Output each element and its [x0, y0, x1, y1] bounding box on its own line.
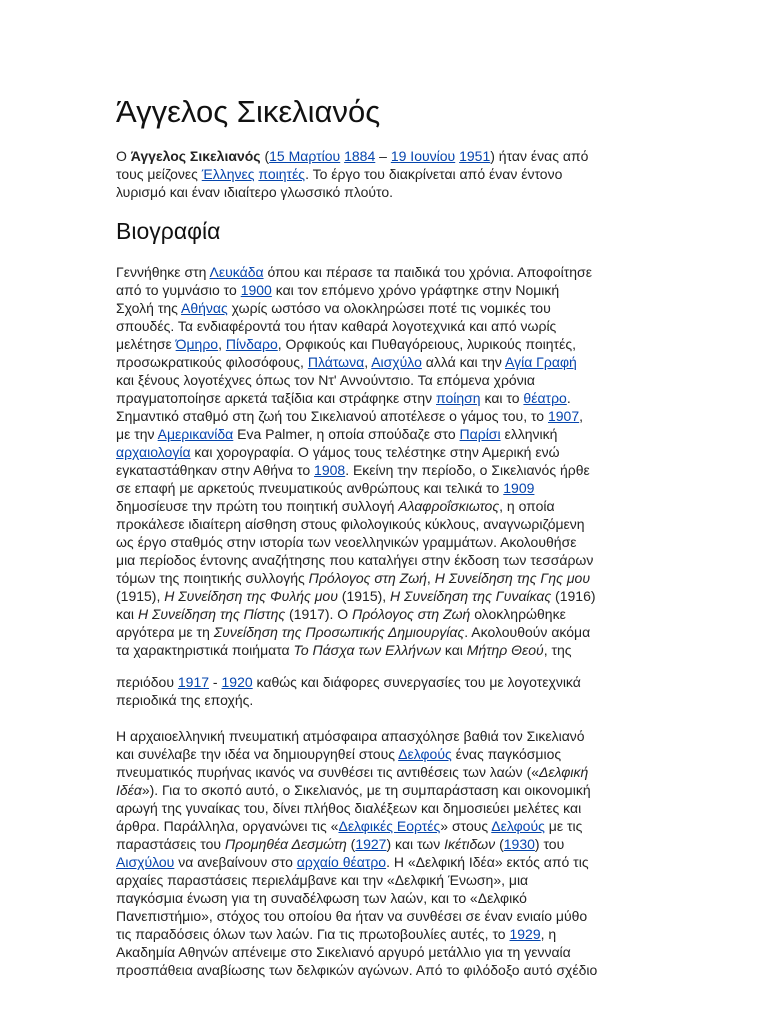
italic-text: Συνείδηση της Προσωπικής Δημιουργίας [213, 624, 465, 640]
text-run: » στους [440, 818, 492, 834]
wiki-link[interactable]: 1929 [509, 926, 541, 942]
text-line [116, 299, 656, 317]
text-run: προκάλεσε ιδιαίτερη αίσθηση στους φιλολογικούς κύκλους, αναγνωριζόμενη [116, 516, 585, 532]
wiki-link[interactable]: Αισχύλου [116, 854, 175, 870]
text-run: ως έργο σταθμός στην ιστορία των νεοελληνικών γραμμάτων. Ακολουθήσε [116, 534, 577, 550]
wiki-link[interactable]: 1884 [344, 148, 376, 164]
italic-text: Η Συνείδηση της Γης μου [434, 570, 591, 586]
italic-text: Η Συνείδηση της Πίστης [137, 606, 286, 622]
text-line [116, 497, 656, 515]
wiki-link[interactable]: ποιητές [258, 166, 306, 182]
text-run: μελέτησε [116, 336, 176, 352]
text-run: , [426, 570, 435, 586]
text-run: ) του [534, 836, 565, 852]
text-line [116, 781, 656, 799]
text-run: - [209, 674, 222, 690]
text-run: χωρίς ωστόσο να ολοκληρώσει ποτέ τις νομικές του [227, 300, 551, 316]
text-run: ) ήταν ένας από [490, 148, 589, 164]
text-run: (1916) [551, 588, 596, 604]
wiki-link[interactable]: αρχαιολογία [116, 444, 191, 460]
text-run: – [375, 148, 391, 164]
text-run: Η αρχαιοελληνική πνευματική ατμόσφαιρα απασχόλησε βαθιά τον Σικελιανό [116, 728, 585, 744]
text-run: , η οποία [499, 498, 555, 514]
wiki-link[interactable]: Δελφικές Εορτές [338, 818, 441, 834]
wiki-link[interactable]: 1951 [459, 148, 491, 164]
wiki-link[interactable]: Πίνδαρο [225, 336, 278, 352]
text-line [116, 479, 656, 497]
text-run: , της [543, 642, 572, 658]
text-line [116, 961, 656, 979]
text-run: ) και των [386, 836, 445, 852]
text-run: , Ορφικούς και Πυθαγόρειους, λυρικούς ποιητές, [277, 336, 576, 352]
section-heading: Βιογραφία [116, 218, 221, 244]
text-run: και χορογραφία. Ο γάμος τους τελέστηκε στην Αμερική ενώ [190, 444, 560, 460]
wiki-link[interactable]: 1927 [355, 836, 387, 852]
text-run: περιόδου [116, 674, 178, 690]
text-line [116, 281, 656, 299]
text-run: Σχολή της [116, 300, 182, 316]
text-run: και τον επόμενο χρόνο γράφτηκε στην Νομική [271, 282, 560, 298]
text-line [116, 943, 656, 961]
biography-paragraph-1 [116, 263, 656, 659]
text-run: , η [540, 926, 557, 942]
wiki-link[interactable]: θέατρο [523, 390, 567, 406]
wiki-link[interactable]: 1920 [221, 674, 253, 690]
text-run: να ανεβαίνουν στο [174, 854, 297, 870]
text-run: πνευματικός πυρήνας ικανός να συνθέσει τις αντιθέσεις των λαών (« [116, 764, 540, 780]
text-run: προσωκρατικούς φιλοσόφους, [116, 354, 308, 370]
text-line [116, 727, 656, 745]
text-line [116, 353, 656, 371]
text-run: και συνέλαβε την ιδέα να δημιουργηθεί στους [116, 746, 399, 762]
text-line [116, 835, 656, 853]
intro-paragraph [116, 147, 656, 201]
text-run: Ο [116, 148, 131, 164]
bold-text: Άγγελος Σικελιανός [130, 148, 261, 164]
text-run: καθώς και διάφορες συνεργασίες του με λογοτεχνικά [252, 674, 581, 690]
text-run: τις παραδόσεις όλων των λαών. Για τις πρωτοβουλίες αυτές, το [116, 926, 510, 942]
text-run: και [440, 642, 467, 658]
italic-text: Ιδέα [116, 782, 142, 798]
text-line [116, 641, 656, 659]
italic-text: Αλαφροΐσκιωτος [398, 498, 500, 514]
text-run: τα χαρακτηριστικά ποιήματα [116, 642, 294, 658]
text-line [116, 745, 656, 763]
italic-text: Η Συνείδηση της Φυλής μου [164, 588, 338, 604]
text-run: όπου και πέρασε τα παιδικά του χρόνια. Αποφοίτησε [263, 264, 592, 280]
wiki-link[interactable]: Αισχύλο [371, 354, 422, 370]
text-line [116, 925, 656, 943]
text-line [116, 587, 656, 605]
text-run: τους μείζονες [116, 166, 202, 182]
text-run: Ακαδημία Αθηνών απένειμε στο Σικελιανό αργυρό μετάλλιο για τη γενναία [116, 944, 571, 960]
text-run: ολοκληρώθηκε [470, 606, 566, 622]
wiki-link[interactable]: αρχαίο θέατρο [296, 854, 387, 870]
text-line [116, 317, 656, 335]
text-run: Eva Palmer, η οποία σπούδαζε στο [233, 426, 460, 442]
text-run: εγκαταστάθηκαν στην Αθήνα το [116, 462, 315, 478]
wiki-link[interactable]: Δελφούς [491, 818, 545, 834]
wiki-link[interactable]: 19 Ιουνίου [390, 148, 456, 164]
italic-text: Πρόλογος στη Ζωή [352, 606, 471, 622]
wiki-link[interactable]: 15 Μαρτίου [269, 148, 341, 164]
wiki-link[interactable]: ποίηση [436, 390, 481, 406]
wiki-link[interactable]: Αθήνας [181, 300, 228, 316]
text-line [116, 515, 656, 533]
text-run: λυρισμό και έναν ιδιαίτερο γλωσσικό πλούτο. [116, 184, 394, 200]
text-run: σε επαφή με αρκετούς πνευματικούς ανθρώπους και τελικά το [116, 480, 504, 496]
text-run: (1917). Ο [285, 606, 353, 622]
text-run: ( [495, 836, 504, 852]
text-run: δημοσίευσε την πρώτη του ποιητική συλλογή [116, 498, 399, 514]
italic-text: Το Πάσχα των Ελλήνων [293, 642, 441, 658]
text-line [116, 605, 656, 623]
text-line [116, 461, 656, 479]
text-line [116, 165, 656, 183]
text-run: παγκόσμια ένωση για τη συναδέλφωση των λαών, και το «Δελφικό [116, 890, 527, 906]
text-run: και το [480, 390, 524, 406]
text-run: , [218, 336, 226, 352]
text-run: και [116, 606, 138, 622]
text-line [116, 371, 656, 389]
italic-text: Πρόλογος στη Ζωή [308, 570, 427, 586]
text-run: αργότερα με τη [116, 624, 214, 640]
text-line [116, 407, 656, 425]
wiki-link[interactable]: 1917 [177, 674, 210, 690]
text-line [116, 799, 656, 817]
wiki-link[interactable]: 1908 [314, 462, 346, 478]
wiki-link[interactable]: Λευκάδα [209, 264, 264, 280]
text-line [116, 443, 656, 461]
text-run: . Ακολουθούν ακόμα [464, 624, 591, 640]
italic-text: Προμηθέα Δεσμώτη [224, 836, 347, 852]
text-run: . Η «Δελφική Ιδέα» εκτός από τις [386, 854, 589, 870]
text-line [116, 389, 656, 407]
text-line [116, 907, 656, 925]
text-line [116, 691, 656, 709]
text-run: , [364, 354, 372, 370]
text-line [116, 263, 656, 281]
text-run: πραγματοποίησε αρκετά ταξίδια και στράφηκε στην [116, 390, 437, 406]
wiki-link[interactable]: 1900 [240, 282, 272, 298]
biography-paragraph-2 [116, 673, 656, 709]
text-line [116, 623, 656, 641]
italic-text: Μήτηρ Θεού [466, 642, 544, 658]
text-run: . Εκείνη την περίοδο, ο Σικελιανός ήρθε [345, 462, 590, 478]
wiki-link[interactable]: Αγία Γραφή [505, 354, 577, 370]
wiki-link[interactable]: 1907 [547, 408, 580, 424]
text-line [116, 763, 656, 781]
italic-text: Ικέτιδων [444, 836, 496, 852]
italic-text: Δελφική [539, 764, 589, 780]
page-title: Άγγελος Σικελιανός [116, 94, 381, 129]
text-line [116, 551, 656, 569]
text-run: Γεννήθηκε στη [116, 264, 210, 280]
text-line [116, 183, 656, 201]
wiki-link[interactable]: Πλάτωνα [307, 354, 365, 370]
text-run: αρωγή της γυναίκας του, δίνει πλήθος διαλέξεων και δημοσιεύει μελέτες και [116, 800, 582, 816]
text-line [116, 673, 656, 691]
wiki-link[interactable]: Παρίσι [459, 426, 501, 442]
text-line [116, 533, 656, 551]
text-run: από το γυμνάσιο το [116, 282, 241, 298]
text-run: ( [346, 836, 356, 852]
text-run: αρχαίες παραστάσεις περιελάμβανε και την «Δελφική Ένωση», μια [116, 872, 529, 888]
text-run: και ξένους λογοτέχνες όπως τον Ντ' Αννούντσιο. Τα επόμενα χρόνια [116, 372, 535, 388]
text-run: »). Για το σκοπό αυτό, ο Σικελιανός, με τη συμπαράσταση και οικονομική [141, 782, 591, 798]
text-run: ( [260, 148, 270, 164]
wiki-link[interactable]: Όμηρο [175, 336, 219, 352]
text-run: προσπάθεια αναβίωσης των δελφικών αγώνων. Από το φιλόδοξο αυτό σχέδιο [116, 962, 598, 978]
wiki-link[interactable]: Έλληνες [201, 166, 255, 182]
text-line [116, 889, 656, 907]
text-run: . Το έργο του διακρίνεται από έναν έντονο [305, 166, 563, 182]
text-run: (1915), [116, 588, 165, 604]
text-run: περιοδικά της εποχής. [116, 692, 254, 708]
text-run: τόμων της ποιητικής συλλογής [116, 570, 309, 586]
text-line [116, 335, 656, 353]
wiki-link[interactable]: 1930 [503, 836, 535, 852]
text-run: μια περίοδος έντονης αναζήτησης που καταλήγει στην έκδοση των τεσσάρων [116, 552, 594, 568]
text-line [116, 569, 656, 587]
text-run: ένας παγκόσμιος [451, 746, 562, 762]
text-run: , [579, 408, 584, 424]
text-run: με τις [544, 818, 583, 834]
text-run: παραστάσεις του [116, 836, 225, 852]
text-line [116, 871, 656, 889]
wiki-link[interactable]: Δελφούς [398, 746, 452, 762]
text-line [116, 425, 656, 443]
italic-text: Η Συνείδηση της Γυναίκας [390, 588, 552, 604]
text-run: ελληνική [500, 426, 558, 442]
biography-paragraph-3 [116, 727, 656, 979]
text-line [116, 817, 656, 835]
wiki-link[interactable]: 1909 [503, 480, 535, 496]
text-line [116, 147, 656, 165]
text-run: (1915), [337, 588, 391, 604]
text-run: άρθρα. Παράλληλα, οργανώνει τις « [116, 818, 339, 834]
wiki-link[interactable]: Αμερικανίδα [157, 426, 234, 442]
text-run: με την [116, 426, 158, 442]
text-run: Σημαντικό σταθμό στη ζωή του Σικελιανού αποτέλεσε ο γάμος του, το [116, 408, 548, 424]
text-line [116, 853, 656, 871]
text-run: σπουδές. Τα ενδιαφέροντά του ήταν καθαρά λογοτεχνικά και από νωρίς [116, 318, 557, 334]
text-run: Πανεπιστήμιο», στόχος του οποίου θα ήταν να συνθέσει σε έναν ενιαίο μύθο [116, 908, 588, 924]
text-run: . [566, 390, 571, 406]
text-run: αλλά και την [421, 354, 505, 370]
